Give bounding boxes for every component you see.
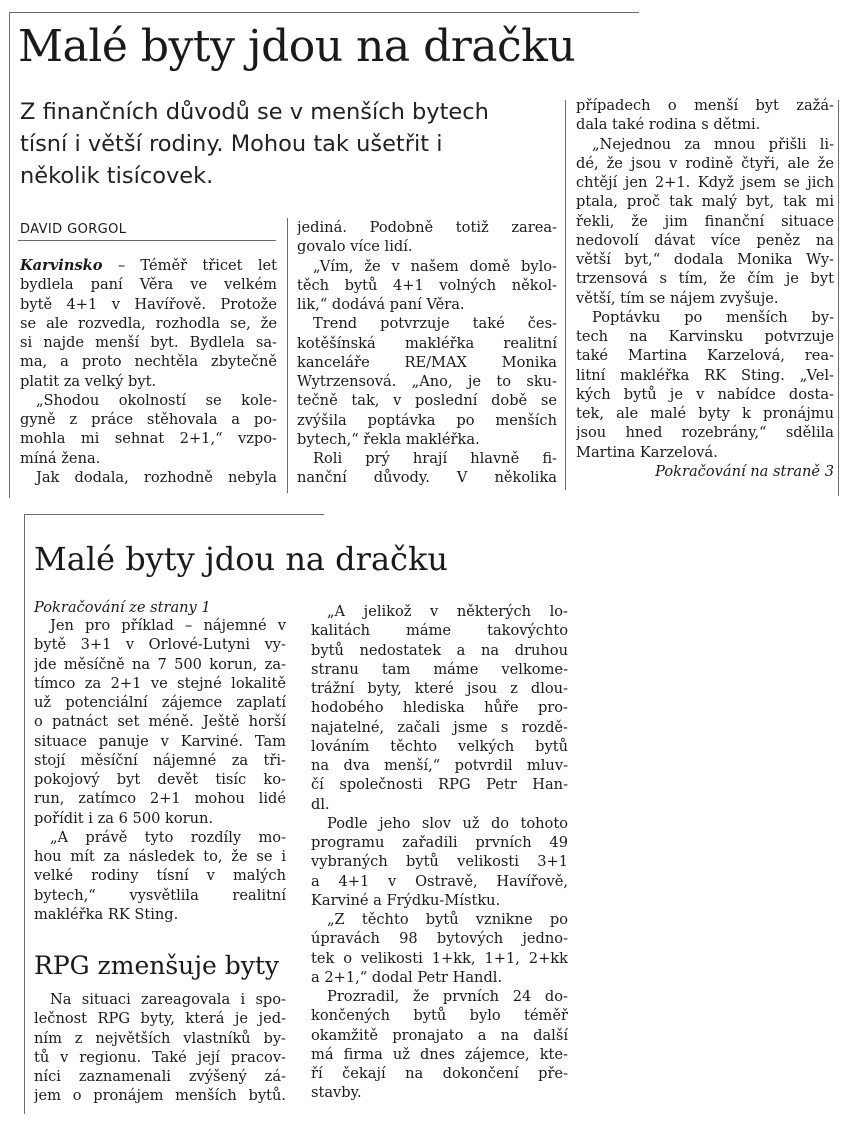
- text-line: Jak dodala, rozhodně nebyla: [36, 468, 277, 486]
- text-line: velké rodiny tísní v malých: [34, 867, 286, 885]
- text-line: případech o menší byt zažá-: [576, 97, 834, 114]
- text-line: ptala, proč tak malý byt, tak mi: [576, 193, 834, 211]
- text-line: tímco za 2+1 ve stejné lokalitě: [34, 674, 286, 692]
- text-line: končených bytů bylo téměř: [311, 1007, 568, 1025]
- text-line: úpravách 98 bytových jedno-: [311, 930, 568, 948]
- lead-line: tísní i větší rodiny. Mohou tak ušetřit i: [20, 131, 443, 157]
- text-line: a 4+1 v Ostravě, Havířově,: [311, 872, 568, 890]
- text-line: Martina Karzelová.: [576, 443, 718, 461]
- text-line: „A jelikož v některých lo-: [327, 603, 568, 620]
- text-line: stranu tam máme velkome-: [311, 660, 568, 678]
- text-line: kých bytů je v nabídce dosta-: [576, 385, 834, 403]
- text-line: hou mít za následek to, že se i: [34, 848, 286, 865]
- continued-headline: Malé byty jdou na dračku: [34, 540, 448, 578]
- text-line: run, zatímco 2+1 mohou lidé: [34, 790, 286, 808]
- text-line: Poptávku po menších by-: [592, 308, 834, 326]
- text-line: tek o velikosti 1+kk, 1+1, 2+kk: [311, 949, 568, 967]
- text-line: mohla mi sehnat 2+1,“ vzpo-: [20, 430, 277, 448]
- text-line: dala také rodina s dětmi.: [576, 116, 761, 134]
- text-line: čí společnosti RPG Petr Han-: [311, 776, 568, 794]
- continuation-note: Pokračování na straně 3: [655, 462, 834, 480]
- text-line: bytě 3+1 v Orlové-Lutyni vy-: [34, 636, 286, 654]
- text-line: trážní byty, které jsou z dlou-: [311, 680, 568, 697]
- text-line: lováním těchto velkých bytů: [311, 737, 568, 755]
- text-line: ří čekají na dokončení pře-: [311, 1065, 568, 1082]
- text-line: jediná. Podobně totiž zarea-: [297, 219, 557, 236]
- text-line: bytech,“ řekla makléřka.: [297, 430, 480, 448]
- lead-line: Z finančních důvodů se v menších bytech: [20, 99, 489, 125]
- article2-column-1: [34, 616, 286, 924]
- text-line: jsou hned rozebrány,“ sdělila: [576, 424, 834, 442]
- subheading: RPG zmenšuje byty: [34, 951, 280, 980]
- text-line: jem o pronájem menších bytů.: [34, 1087, 286, 1105]
- text-line: pokojový byt devět tisíc ko-: [34, 771, 286, 788]
- text-line: jde měsíčně na 7 500 korun, za-: [34, 655, 286, 673]
- text-line: Jen pro příklad – nájemné v: [50, 617, 286, 634]
- column-divider: [565, 100, 566, 490]
- text-line: dé, že jsou v rodině čtyři, ale že: [576, 154, 834, 172]
- text-line: Wytrzensová. „Ano, je to sku-: [297, 373, 557, 390]
- column-divider: [287, 218, 288, 493]
- text-line: tek, ale malé byty k pronájmu: [576, 405, 834, 422]
- text-line: si najde menší byt. Bydlela sa-: [20, 334, 277, 351]
- text-line: tečně tak, v poslední době se: [297, 392, 557, 410]
- text-line: situace panuje v Karviné. Tam: [34, 732, 286, 750]
- frame-left-rule: [24, 514, 25, 1114]
- text-line: Karviné a Frýdku-Místku.: [311, 891, 501, 909]
- continued-from-label: Pokračování ze strany 1: [34, 599, 211, 616]
- text-line: nedovolí dávat více peněz na: [576, 231, 834, 249]
- text-line: bytů nedostatek a na druhou: [311, 641, 568, 659]
- text-line: Karvinsko – Téměř třicet let: [20, 257, 277, 274]
- text-line: litní makléřka RK Sting. „Vel-: [576, 366, 834, 384]
- text-line: a 2+1,“ dodal Petr Handl.: [311, 968, 503, 986]
- text-line: Roli prý hrají hlavně fi-: [313, 450, 557, 467]
- text-line: govalo více lidí.: [297, 238, 413, 256]
- lead-line: několik tisícovek.: [20, 163, 214, 189]
- text-line: také Martina Karzelová, rea-: [576, 347, 834, 365]
- text-line: najatelné, začali jsme s rozdě-: [311, 718, 568, 736]
- text-line: nanční důvody. V několika: [297, 469, 557, 487]
- text-line: chtějí jen 2+1. Když jsem se jich: [576, 174, 834, 191]
- text-line: zvýšila poptávka po menších: [297, 411, 557, 429]
- text-line: „Z těchto bytů vznikne po: [327, 911, 568, 928]
- text-line: Prozradil, že prvních 24 do-: [327, 988, 568, 1005]
- text-line: řekli, že jim finanční situace: [576, 212, 834, 230]
- location-label: Karvinsko: [20, 257, 103, 274]
- text-line: „Vím, že v našem domě bylo-: [313, 257, 557, 275]
- text-line: o patnáct set méně. Ještě horší: [34, 713, 286, 731]
- frame-left-rule: [9, 12, 10, 498]
- text-line: míná žena.: [20, 449, 101, 467]
- lead-paragraph: [20, 96, 560, 192]
- text-line: makléřka RK Sting.: [34, 905, 179, 923]
- text-line: Na situaci zareagovala i spo-: [50, 991, 286, 1008]
- text-line: programu zařadili prvních 49: [311, 834, 568, 851]
- byline: DAVID GORGOL: [20, 222, 127, 237]
- text-line: stojí měsíční nájemné za tři-: [34, 751, 286, 769]
- text-line: lik,“ dodává paní Věra.: [297, 296, 465, 313]
- text-line: platit za velký byt.: [20, 372, 157, 390]
- text-line: vybraných bytů velikosti 3+1: [311, 853, 568, 871]
- frame-top-rule: [9, 12, 639, 13]
- article1-column-2: [297, 218, 557, 488]
- text-line: má firma už dnes zájemce, kte-: [311, 1045, 568, 1063]
- article1-column-3: [576, 96, 834, 481]
- text-line: gyně z práce stěhovala a po-: [20, 411, 277, 428]
- text-line: těch bytů 4+1 volných někol-: [297, 276, 557, 294]
- text-line: „Nejednou za mnou přišli li-: [592, 135, 834, 153]
- text-line: trzensová s tím, že čím je byt: [576, 270, 834, 288]
- text-line: tů v regionu. Také její pracov-: [34, 1048, 286, 1066]
- text-line: bytě 4+1 v Havířově. Protože: [20, 295, 277, 313]
- text-line: dl.: [311, 795, 330, 813]
- text-line: lečnost RPG byty, která je jed-: [34, 1010, 286, 1028]
- text-line: větší byt,“ dodala Monika Wy-: [576, 251, 834, 268]
- text-line: pořídit i za 6 500 korun.: [34, 809, 214, 827]
- text-line: Podle jeho slov už do tohoto: [327, 814, 568, 832]
- text-line: kalitách máme takovýchto: [311, 622, 568, 640]
- article1-column-1: [20, 256, 277, 487]
- text-line: kotěšínská makléřka realitní: [297, 334, 557, 352]
- text-line: níci zaznamenali zvýšený zá-: [34, 1068, 286, 1085]
- text-line: větší, tím se nájem zvyšuje.: [576, 289, 779, 307]
- text-line: se ale rozvedla, rozhodla se, že: [20, 314, 277, 332]
- text-line: „Shodou okolností se kole-: [36, 391, 277, 409]
- text-line: kanceláře RE/MAX Monika: [297, 353, 557, 371]
- frame-right-rule: [838, 100, 839, 496]
- text-line: tech na Karvinsku potvrzuje: [576, 328, 834, 345]
- text-line: stavby.: [311, 1084, 362, 1102]
- frame-top-rule: [24, 514, 324, 515]
- text-line: hodobého hlediska hůře pro-: [311, 699, 568, 717]
- text-line: na dva menší,“ potvrdil mluv-: [311, 757, 568, 774]
- text-line: ma, a proto nechtěla zbytečně: [20, 353, 277, 371]
- text-line: „A právě tyto rozdíly mo-: [50, 828, 286, 846]
- text-line: ním z největších vlastníků by-: [34, 1029, 286, 1047]
- text-line: bydlela paní Věra ve velkém: [20, 276, 277, 294]
- text-line: okamžitě pronajato a na další: [311, 1026, 568, 1044]
- text-line: Trend potvrzuje také čes-: [313, 315, 557, 333]
- text-line: bytech,“ vysvětlila realitní: [34, 886, 286, 904]
- text-line: už potenciální zájemce zaplatí: [34, 694, 286, 711]
- headline: Malé byty jdou na dračku: [18, 21, 576, 72]
- byline-rule: [18, 240, 276, 241]
- article2-column-1-continued: [34, 990, 286, 1106]
- article2-column-2: [311, 602, 568, 1103]
